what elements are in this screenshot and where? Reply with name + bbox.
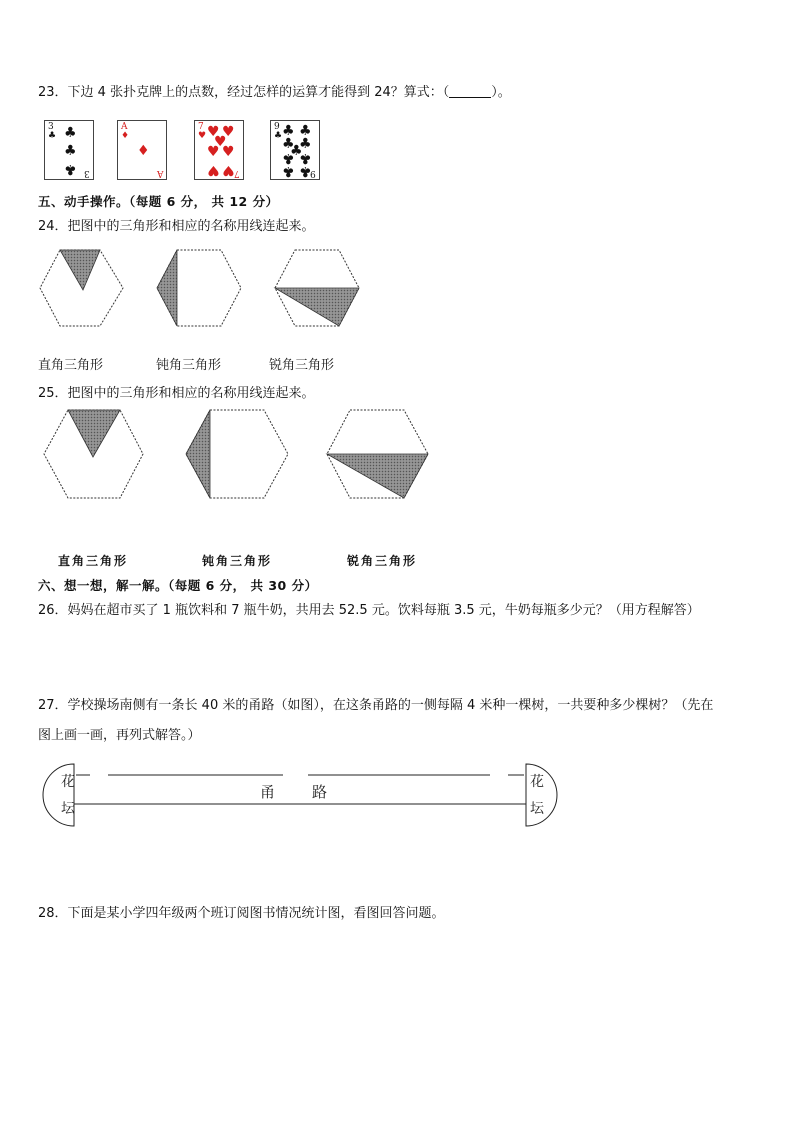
club-icon: ♣ — [282, 163, 295, 179]
club-icon: ♣ — [282, 123, 295, 139]
heart-icon: ♥ — [198, 131, 207, 141]
label-acute-triangle[interactable]: 锐角三角形 — [269, 358, 335, 373]
question-23-text: 23．下边 4 张扑克牌上的点数，经过怎样的运算才能得到 24？算式：（ — [38, 85, 450, 100]
question-24-text: 24．把图中的三角形和相应的名称用线连起来。 — [38, 219, 315, 234]
left-bed-char-2: 坛 — [61, 801, 75, 817]
playing-card-9-clubs — [270, 120, 320, 180]
question-26-text: 26．妈妈在超市买了 1 瓶饮料和 7 瓶牛奶，共用去 52.5 元。饮料每瓶 3.5 元，牛奶每瓶多少元？（用方程解答） — [38, 603, 700, 618]
card-rank: A — [121, 122, 128, 132]
question-23 — [38, 84, 511, 102]
club-icon: ♣ — [282, 136, 295, 152]
heart-icon: ♥ — [222, 162, 235, 178]
q24-hexagon-figures — [38, 248, 378, 332]
diamond-icon: ♦ — [137, 143, 150, 159]
club-icon: ♣ — [64, 161, 77, 177]
card-rank: A — [156, 168, 163, 178]
acute-triangle-figure[interactable] — [275, 250, 359, 326]
question-28-text: 28．下面是某小学四年级两个班订阅图书情况统计图，看图回答问题。 — [38, 906, 445, 921]
club-icon: ♣ — [274, 131, 283, 141]
label-acute-triangle[interactable]: 锐角三角形 — [347, 554, 418, 568]
question-27-text-line2: 图上画一画，再列式解答。） — [38, 728, 201, 743]
club-icon: ♣ — [299, 123, 312, 139]
label-obtuse-triangle[interactable]: 钝角三角形 — [202, 554, 273, 568]
diamond-icon: ♦ — [121, 131, 130, 141]
club-icon: ♣ — [299, 163, 312, 179]
question-25-text: 25．把图中的三角形和相应的名称用线连起来。 — [38, 386, 315, 401]
heart-icon: ♥ — [222, 144, 235, 160]
heart-icon: ♥ — [222, 124, 235, 140]
club-icon: ♣ — [64, 143, 77, 159]
label-right-triangle[interactable]: 直角三角形 — [38, 358, 104, 373]
club-icon: ♣ — [299, 150, 312, 166]
left-bed-char-1: 花 — [61, 774, 75, 790]
club-icon: ♣ — [290, 143, 303, 159]
road-diagram[interactable] — [38, 760, 566, 830]
right-triangle-figure[interactable] — [40, 250, 123, 326]
heart-icon: ♥ — [207, 144, 220, 160]
playing-card-ace-diamonds — [117, 120, 167, 180]
card-rank: 3 — [48, 122, 54, 132]
obtuse-triangle-figure[interactable] — [157, 250, 241, 326]
road-char-1: 甬 — [260, 783, 276, 801]
right-bed-char-2: 坛 — [530, 801, 544, 817]
club-icon: ♣ — [48, 131, 57, 141]
club-icon: ♣ — [299, 136, 312, 152]
card-rank: 7 — [234, 168, 240, 178]
card-rank: 7 — [198, 122, 204, 132]
right-bed-char-1: 花 — [530, 774, 544, 790]
heart-icon: ♥ — [207, 124, 220, 140]
question-23-text-end: ）。 — [491, 85, 511, 100]
heart-icon: ♥ — [207, 162, 220, 178]
section-6-heading: 六、想一想，解一解。（每题 6 分， 共 30 分） — [38, 578, 318, 593]
card-rank: 9 — [310, 168, 316, 178]
road-char-2: 路 — [312, 783, 328, 801]
card-rank: 9 — [274, 122, 280, 132]
heart-icon: ♥ — [214, 134, 227, 150]
q25-hexagon-figures — [40, 408, 435, 500]
answer-blank[interactable] — [449, 85, 491, 98]
card-rank: 3 — [84, 168, 90, 178]
playing-card-3-clubs — [44, 120, 94, 180]
label-obtuse-triangle[interactable]: 钝角三角形 — [156, 358, 222, 373]
question-27-text-line1: 27．学校操场南侧有一条长 40 米的甬路（如图），在这条甬路的一侧每隔 4 米种一棵树，一共要种多少棵树？（先在 — [38, 698, 714, 713]
playing-card-7-hearts — [194, 120, 244, 180]
obtuse-triangle-figure[interactable] — [186, 410, 288, 498]
right-triangle-figure[interactable] — [44, 410, 143, 498]
acute-triangle-figure[interactable] — [327, 410, 428, 498]
label-right-triangle[interactable]: 直角三角形 — [58, 554, 129, 568]
section-5-heading: 五、动手操作。（每题 6 分， 共 12 分） — [38, 194, 279, 209]
club-icon: ♣ — [64, 125, 77, 141]
club-icon: ♣ — [282, 150, 295, 166]
